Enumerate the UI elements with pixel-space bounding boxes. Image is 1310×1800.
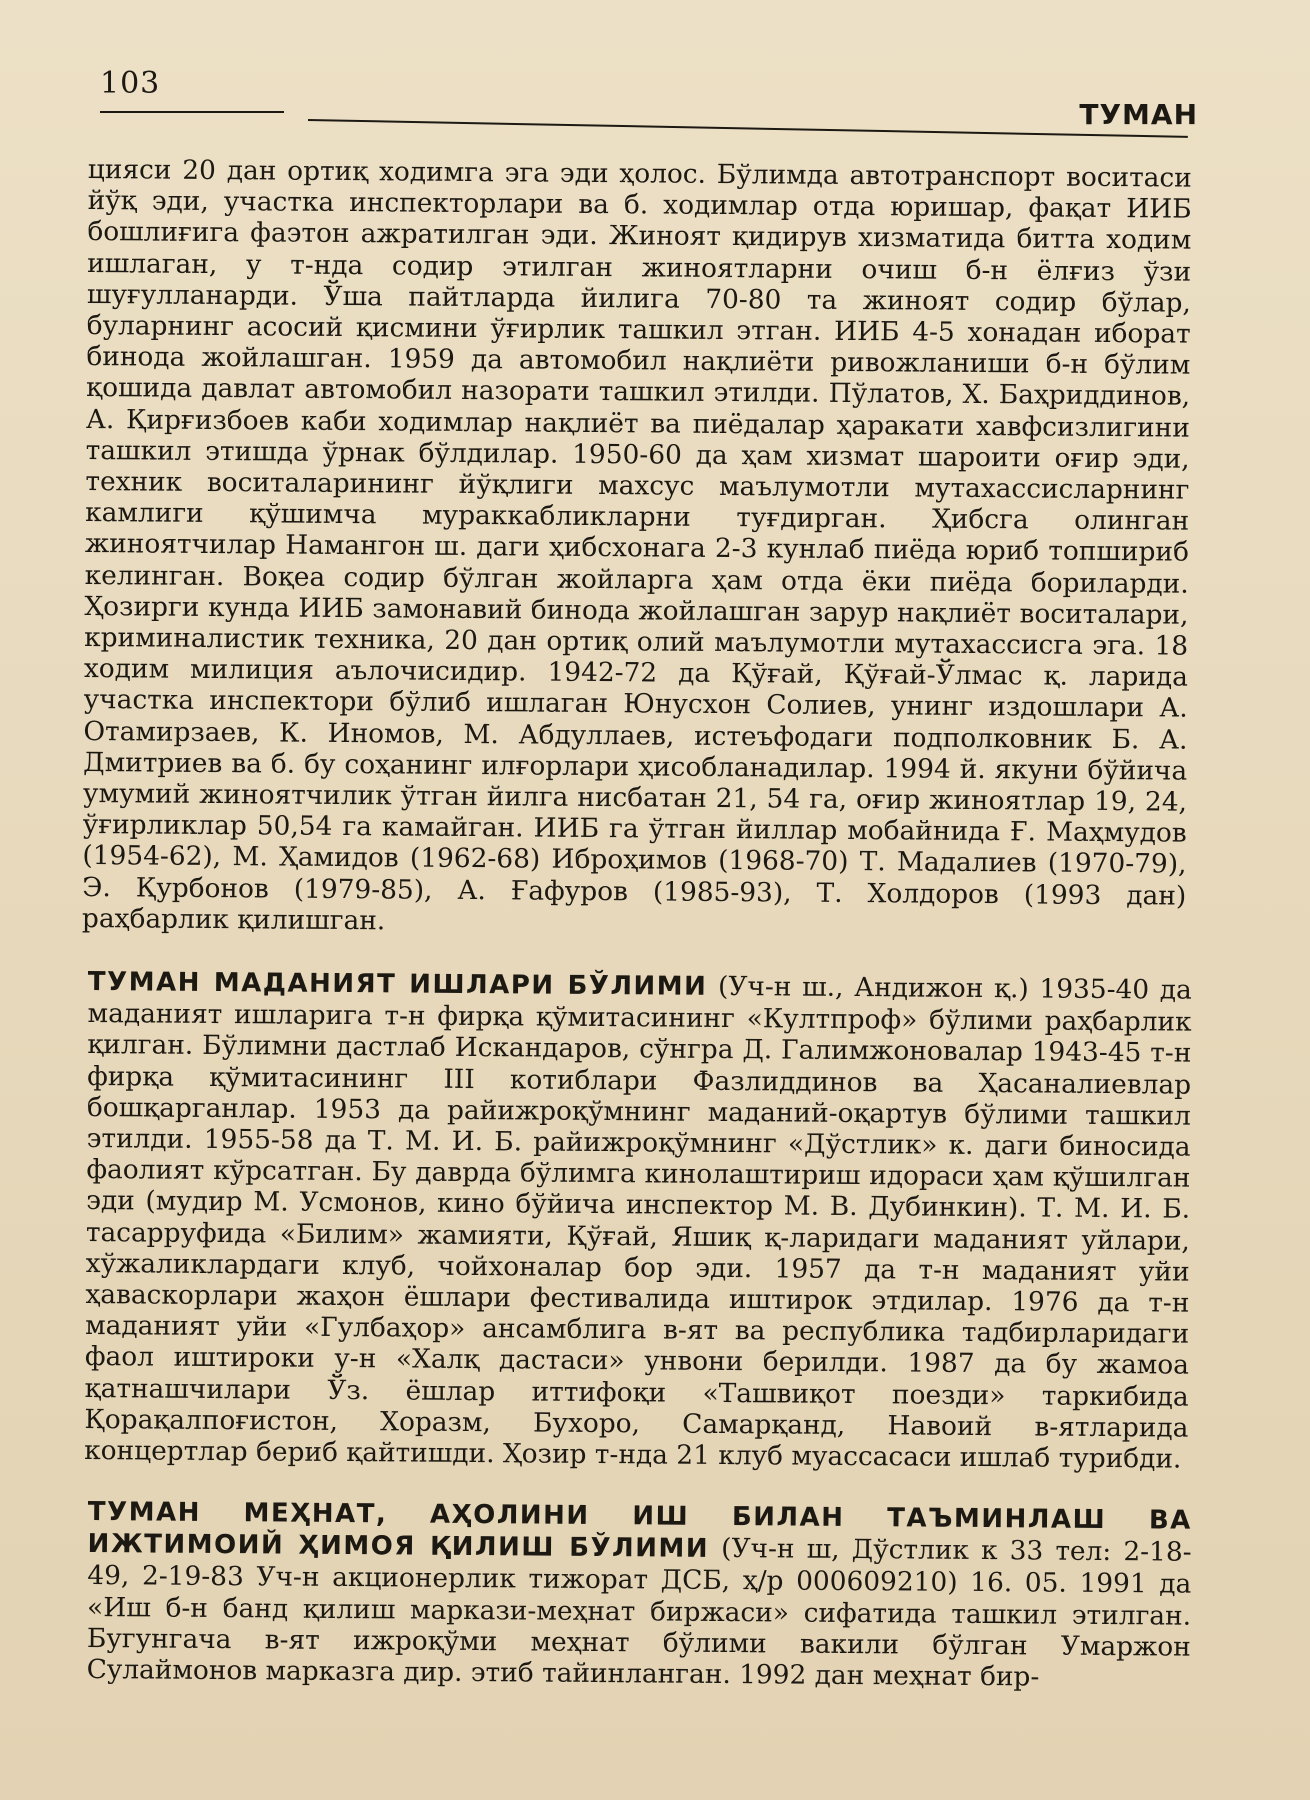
article-labour-department — [87, 1496, 1192, 1694]
running-head: ТУМАН — [1079, 98, 1198, 131]
intro-paragraph — [82, 154, 1192, 943]
article-body: (Уч-н ш., Андижон қ.) 1935-40 да маданият ишларига т-н фирқа қўмитасининг «Култпроф» бўлими раҳбарлик қилган. Бўлимни дастлаб Искандаров, сўнгра Д. Галимжоновалар 1943-45 т-н фирқа қўмитасининг III котиблари Фазлиддинов ва Ҳасаналиевлар бошқарганлар. 1953 да райижроқўмнинг маданий-оқартув бўлими ташкил этилди. 1955-58 да Т. М. И. Б. райижроқўмнинг «Дўстлик» к. даги биносида фаолият кўрсатган. Бу даврда бўлимга кинолаштириш идораси ҳам қўшилган эди (мудир М. Усмонов, кино бўйича инспектор М. В. Дубинкин). Т. М. И. Б. тасарруфида «Билим» жамияти, Қўғай, Яшиқ қ-ларидаги маданият уйлари, хўжаликлардаги клуб, чойхоналар бор эди. 1957 да т-н маданият уйи ҳаваскорлари жаҳон ёшлари фестивалида иштирок этдилар. 1976 да т-н маданият уйи «Гулбаҳор» ансамблига в-ят ва республика тадбирларидаги фаол иштироки у-н «Халқ дастаси» унвони берилди. 1987 да бу жамоа қатнашчилари Ўз. ёшлар иттифоқи «Ташвиқот поезди» таркибида Қорақалпоғистон, Хоразм, Бухоро, Самарқанд, Навоий в-ятларида концертлар бериб қайтишди. Ҳозир т-нда 21 клуб муассасаси ишлаб турибди. — [84, 971, 1192, 1476]
intro-text: цияси 20 дан ортиқ ходимга эга эди ҳолос. Бўлимда автотранспорт воситаси йўқ эди, участка инспекторлари ва б. ходимлар отда юришар, фақат ИИБ бошлиғига фаэтон ажратилган эди. Жиноят қидирув хизматида битта ходим ишлаган, у т-нда содир этилган жиноятларни очиш б-н ёлғиз ўзи шуғулланарди. Ўша пайтларда йилига 70-80 та жиноят содир бўлар, буларнинг асосий қисмини ўғирлик ташкил этган. ИИБ 4-5 хонадан иборат бинода жойлашган. 1959 да автомобил нақлиёти ривожланиши б-н бўлим қошида давлат автомобил назорати ташкил этилди. Пўлатов, Х. Баҳриддинов, А. Қирғизбоев каби ходимлар нақлиёт ва пиёдалар ҳаракати хавфсизлигини ташкил этишда ўрнак бўлдилар. 1950-60 да ҳам хизмат шароити оғир эди, техник воситаларининг йўқлиги махсус маълумотли мутахассисларнинг камлиги қўшимча мураккабликларни туғдирган. Ҳибсга олинган жиноятчилар Намангон ш. даги ҳибсхонага 2-3 кунлаб пиёда юриб топшириб келинган. Воқеа содир бўлган жойларга ҳам отда ёки пиёда бориларди. Ҳозирги кунда ИИБ замонавий бинода жойлашган зарур нақлиёт воситалари, криминалистик техника, 20 дан ортиқ олий маълумотли мутахассисга эга. 18 ходим милиция аълочисидир. 1942-72 да Қўғай, Қўғай-Ўлмас қ. ларида участка инспектори бўлиб ишлаган Юнусхон Солиев, унинг издошлари А. Отамирзаев, К. Иномов, М. Абдуллаев, истеъфодаги подполковник Б. А. Дмитриев ва б. бу соҳанинг илғорлари ҳисобланадилар. 1994 й. якуни бўйича умумий жиноятчилик ўтган йилга нисбатан 21, 54 га, оғир жиноятлар 19, 24, ўғирликлар 50,54 га камайган. ИИБ га ўтган йиллар мобайнида Ғ. Маҳмудов (1954-62), М. Ҳамидов (1962-68) Иброҳимов (1968-70) Т. Мадалиев (1970-79), Э. Қурбонов (1979-85), А. Ғафуров (1985-93), Т. Холдоров (1993 дан) раҳбарлик қилишган. — [81, 154, 1192, 937]
article-headword: ТУМАН МЕҲНАТ, АҲОЛИНИ ИШ БИЛАН ТАЪМИНЛАШ ВА ИЖТИМОИЙ ҲИМОЯ ҚИЛИШ БЎЛИМИ — [87, 1497, 1192, 1565]
article-headword: ТУМАН МАДАНИЯТ ИШЛАРИ БЎЛИМИ — [87, 967, 708, 1003]
header-rule-right — [308, 119, 1188, 138]
header-rule-left — [100, 111, 284, 113]
page-number: 103 — [100, 66, 161, 101]
article-culture-department — [84, 966, 1192, 1475]
article-body: (Уч-н ш, Дўстлик к 33 тел: 2-18-49, 2-19-83 Уч-н акционерлик тижорат ДСБ, ҳ/р 000609210) 16. 05. 1991 да «Иш б-н банд қилиш маркази-меҳнат биржаси» сифатида ташкил этилган. Бугунгача в-ят ижроқўми меҳнат бўлими вакили бўлган Умаржон Сулаймонов марказга дир. этиб тайинланган. 1992 дан меҳнат бир- — [86, 1533, 1192, 1693]
